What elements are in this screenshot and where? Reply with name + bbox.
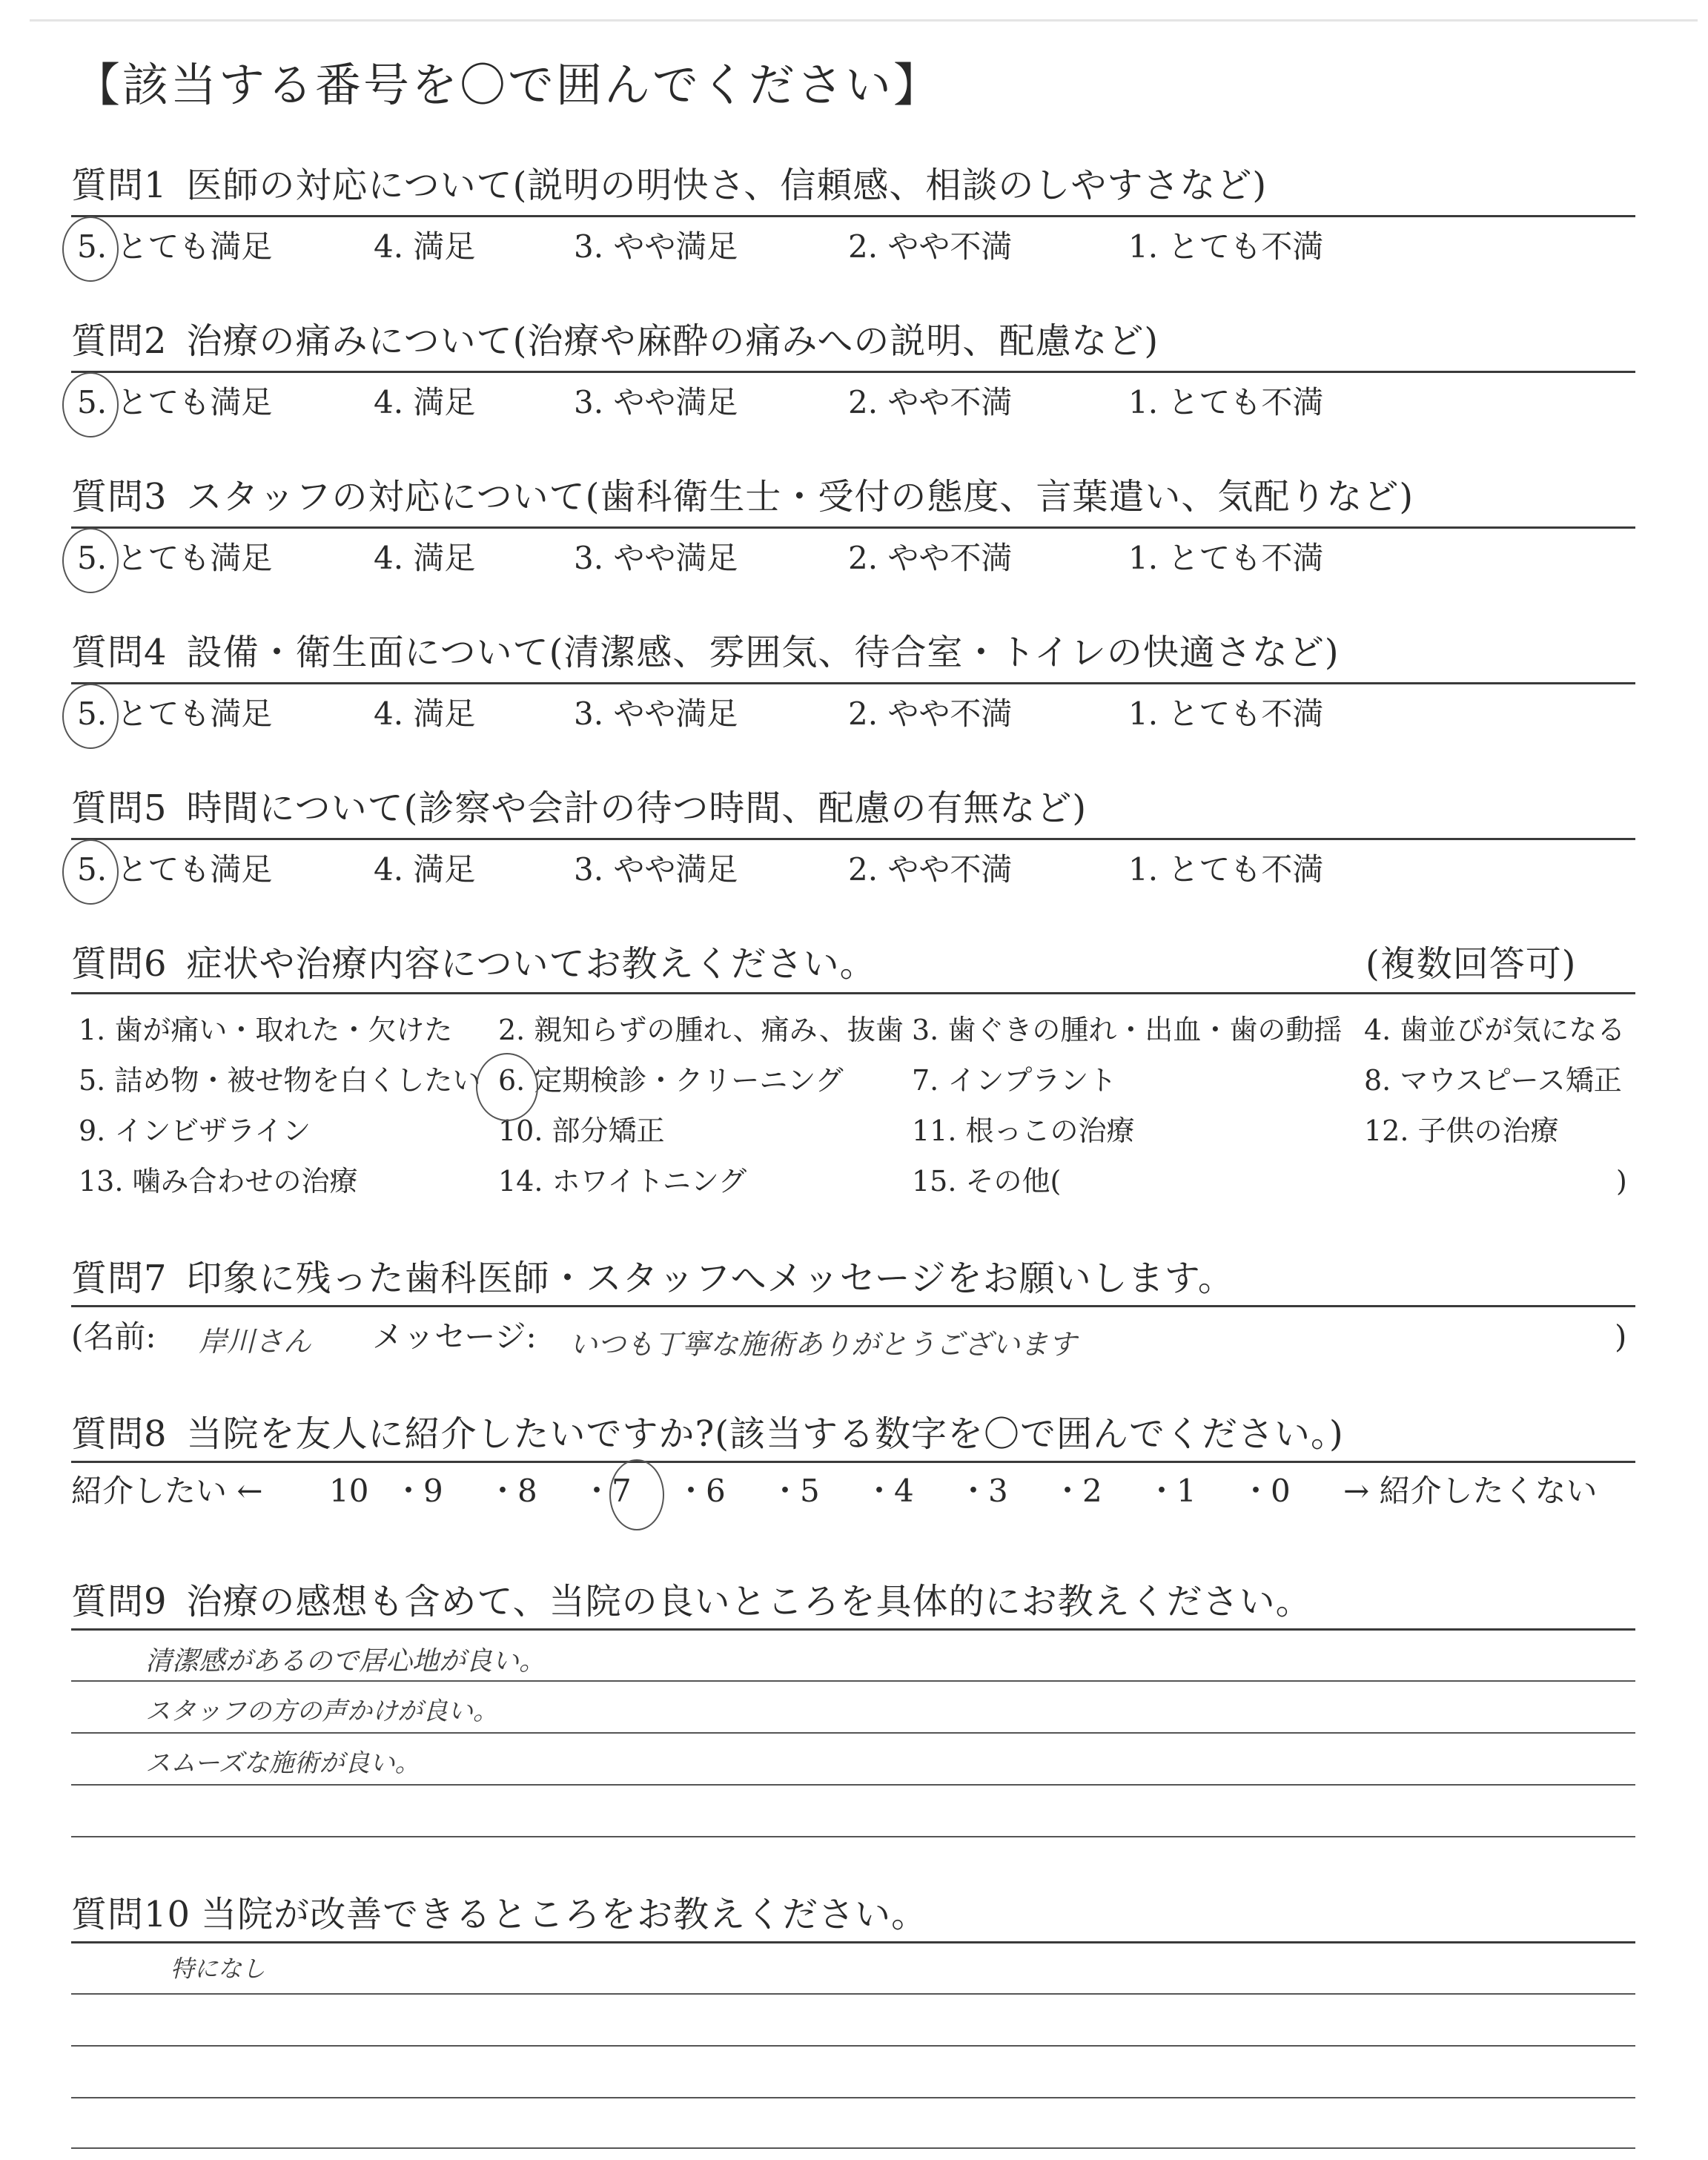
q3-option[interactable]: 3. やや満足	[574, 540, 738, 576]
question-text: 当院を友人に紹介したいですか?(該当する数字を〇で囲んでください。)	[186, 1413, 1344, 1455]
q6-option[interactable]: 12. 子供の治療	[1364, 1114, 1559, 1147]
q7-name-value[interactable]: 岸川さん	[199, 1325, 312, 1358]
q1-option[interactable]: 2. やや不満	[848, 228, 1013, 265]
q8-right-label: → 紹介したくない	[1343, 1473, 1598, 1509]
question-text: スタッフの対応について(歯科衛生士・受付の態度、言葉遣い、気配りなど)	[186, 476, 1414, 518]
q3-rule	[71, 526, 1635, 529]
answer-line	[71, 2147, 1635, 2149]
question-number: 質問1	[71, 165, 168, 206]
q7-close-paren: )	[1615, 1318, 1627, 1355]
q6-option[interactable]: 13. 噛み合わせの治療	[79, 1165, 358, 1198]
question-text: 治療の痛みについて(治療や麻酔の痛みへの説明、配慮など)	[186, 320, 1159, 362]
question-text: 当院が改善できるところをお教えください。	[201, 1894, 928, 1935]
q8-scale-number[interactable]: 0	[1271, 1473, 1291, 1509]
q10-rule	[71, 1941, 1635, 1943]
q8-selection-circle	[609, 1459, 664, 1530]
q6-option[interactable]: 14. ホワイトニング	[498, 1165, 747, 1198]
q8-scale-number[interactable]: 8	[517, 1473, 537, 1509]
question-number: 質問4	[71, 632, 168, 673]
q8-scale-number[interactable]: 10	[329, 1473, 369, 1509]
question-number: 質問10	[71, 1894, 191, 1935]
answer-line	[71, 1680, 1635, 1682]
q1-rule	[71, 215, 1635, 217]
q6-option[interactable]: 9. インビザライン	[79, 1114, 311, 1147]
q8-scale-number[interactable]: 6	[706, 1473, 726, 1509]
answer-line	[71, 1784, 1635, 1786]
question-number: 質問8	[71, 1413, 168, 1455]
q10-answer[interactable]: 特になし	[171, 1955, 266, 1983]
question-text: 設備・衛生面について(清潔感、雰囲気、待合室・トイレの快適さなど)	[186, 632, 1340, 673]
q1-selection-circle	[62, 217, 119, 282]
page-title: 【該当する番号を〇で囲んでください】	[74, 58, 942, 112]
question-text: 時間について(診察や会計の待つ時間、配慮の有無など)	[186, 787, 1088, 829]
q4-title	[71, 632, 1340, 673]
q8-scale-separator: ・	[958, 1473, 990, 1509]
q9-answer-line-1[interactable]: 清潔感があるので居心地が良い。	[145, 1646, 546, 1677]
q4-option[interactable]: 3. やや満足	[574, 696, 738, 732]
q8-scale-separator: ・	[1052, 1473, 1084, 1509]
q6-option[interactable]: 10. 部分矯正	[498, 1114, 665, 1147]
q9-answer-line-3[interactable]: スムーズな施術が良い。	[145, 1748, 420, 1778]
q6-option[interactable]: 15. その他(	[912, 1165, 1062, 1198]
question-number: 質問6	[71, 943, 168, 985]
q2-option[interactable]: 5. とても満足	[77, 384, 273, 420]
q8-left-label: 紹介したい ←	[71, 1473, 263, 1509]
q6-note: (複数回答可)	[1366, 943, 1577, 985]
q4-option[interactable]: 4. 満足	[374, 696, 476, 732]
q8-scale-separator: ・	[581, 1473, 613, 1509]
question-text: 治療の感想も含めて、当院の良いところを具体的にお教えください。	[186, 1581, 1312, 1622]
q1-option[interactable]: 5. とても満足	[77, 228, 273, 265]
q5-option[interactable]: 2. やや不満	[848, 851, 1013, 888]
q3-option[interactable]: 1. とても不満	[1128, 540, 1324, 576]
answer-line	[71, 1732, 1635, 1734]
q7-title	[71, 1258, 1234, 1299]
q8-scale-number[interactable]: 2	[1082, 1473, 1102, 1509]
q6-option[interactable]: 2. 親知らずの腫れ、痛み、抜歯	[498, 1014, 904, 1046]
q8-scale-separator: ・	[393, 1473, 425, 1509]
q8-scale-separator: ・	[1146, 1473, 1178, 1509]
q6-option[interactable]: 4. 歯並びが気になる	[1364, 1014, 1626, 1046]
q5-title	[71, 787, 1088, 829]
q4-option[interactable]: 5. とても満足	[77, 696, 273, 732]
q1-option[interactable]: 3. やや満足	[574, 228, 738, 265]
q2-option[interactable]: 4. 満足	[374, 384, 476, 420]
question-number: 質問7	[71, 1258, 168, 1299]
q1-title	[71, 165, 1268, 206]
q4-selection-circle	[62, 684, 119, 749]
q6-option[interactable]: 6. 定期検診・クリーニング	[498, 1064, 844, 1097]
q10-title	[71, 1894, 928, 1935]
q8-scale-number[interactable]: 9	[423, 1473, 443, 1509]
q9-rule	[71, 1628, 1635, 1631]
page-top-border	[30, 19, 1698, 22]
q1-option[interactable]: 4. 満足	[374, 228, 476, 265]
answer-line	[71, 2045, 1635, 2047]
question-number: 質問3	[71, 476, 168, 518]
q9-answer-line-2[interactable]: スタッフの方の声かけが良い。	[145, 1697, 498, 1726]
q8-scale-separator: ・	[864, 1473, 896, 1509]
q5-option[interactable]: 1. とても不満	[1128, 851, 1324, 888]
q8-scale-number[interactable]: 3	[988, 1473, 1008, 1509]
q5-selection-circle	[62, 839, 119, 905]
question-text: 症状や治療内容についてお教えください。	[186, 943, 876, 985]
q1-option[interactable]: 1. とても不満	[1128, 228, 1324, 265]
q4-option[interactable]: 2. やや不満	[848, 696, 1013, 732]
q6-other-close: )	[1616, 1165, 1627, 1198]
answer-line	[71, 1836, 1635, 1837]
q4-rule	[71, 682, 1635, 684]
q2-title	[71, 320, 1159, 362]
q6-rule	[71, 992, 1635, 994]
q6-option[interactable]: 11. 根っこの治療	[912, 1114, 1135, 1147]
q2-selection-circle	[62, 372, 119, 437]
q6-selection-circle	[476, 1053, 538, 1121]
answer-line	[71, 2097, 1635, 2098]
q8-rule	[71, 1461, 1635, 1463]
q3-selection-circle	[62, 528, 119, 593]
q3-option[interactable]: 5. とても満足	[77, 540, 273, 576]
q3-option[interactable]: 4. 満足	[374, 540, 476, 576]
q8-scale-separator: ・	[769, 1473, 801, 1509]
q7-message-label: メッセージ:	[372, 1318, 537, 1355]
q3-option[interactable]: 2. やや不満	[848, 540, 1013, 576]
q5-option[interactable]: 5. とても満足	[77, 851, 273, 888]
question-text: 医師の対応について(説明の明快さ、信頼感、相談のしやすさなど)	[186, 165, 1268, 206]
q8-scale-number[interactable]: 7	[612, 1473, 632, 1509]
q2-rule	[71, 371, 1635, 373]
q6-title	[71, 943, 876, 985]
answer-line	[71, 1993, 1635, 1995]
q5-rule	[71, 838, 1635, 840]
question-text: 印象に残った歯科医師・スタッフへメッセージをお願いします。	[186, 1258, 1234, 1299]
q7-rule	[71, 1305, 1635, 1307]
q9-title	[71, 1581, 1312, 1622]
q2-option[interactable]: 3. やや満足	[574, 384, 738, 420]
q6-option[interactable]: 1. 歯が痛い・取れた・欠けた	[79, 1014, 453, 1046]
q8-scale-number[interactable]: 4	[894, 1473, 914, 1509]
question-number: 質問9	[71, 1581, 168, 1622]
q4-option[interactable]: 1. とても不満	[1128, 696, 1324, 732]
q6-option[interactable]: 3. 歯ぐきの腫れ・出血・歯の動揺	[912, 1014, 1343, 1046]
question-number: 質問5	[71, 787, 168, 829]
q2-option[interactable]: 1. とても不満	[1128, 384, 1324, 420]
q8-scale-separator: ・	[487, 1473, 519, 1509]
q6-option[interactable]: 7. インプラント	[912, 1064, 1117, 1097]
q2-option[interactable]: 2. やや不満	[848, 384, 1013, 420]
q8-scale-separator: ・	[675, 1473, 707, 1509]
q5-option[interactable]: 4. 満足	[374, 851, 476, 888]
q6-option[interactable]: 5. 詰め物・被せ物を白くしたい	[79, 1064, 481, 1097]
q8-title	[71, 1413, 1344, 1455]
question-number: 質問2	[71, 320, 168, 362]
q8-scale-number[interactable]: 5	[800, 1473, 820, 1509]
q7-message-value[interactable]: いつも丁寧な施術ありがとうございます	[569, 1328, 1077, 1361]
q8-scale-separator: ・	[1240, 1473, 1272, 1509]
q6-option[interactable]: 8. マウスピース矯正	[1364, 1064, 1622, 1097]
q5-option[interactable]: 3. やや満足	[574, 851, 738, 888]
q7-name-label: (名前:	[71, 1318, 156, 1355]
q8-scale-number[interactable]: 1	[1176, 1473, 1196, 1509]
q3-title	[71, 476, 1414, 518]
